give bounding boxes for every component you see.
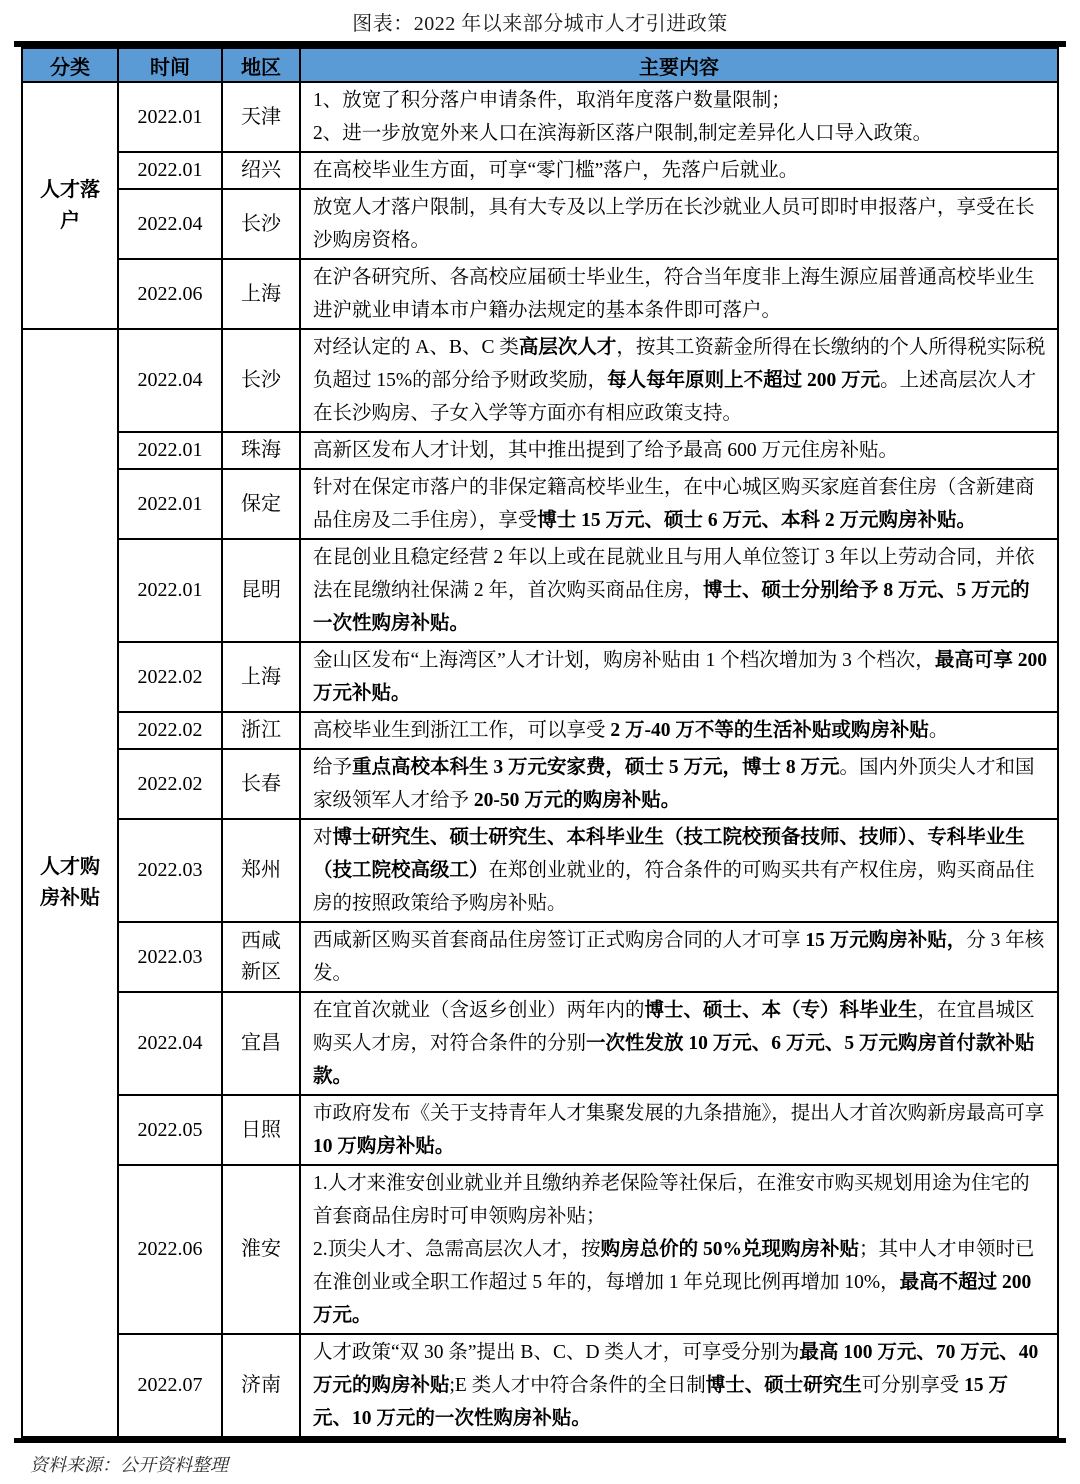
table-row — [22, 539, 1058, 642]
header-content: 主要内容 — [300, 48, 1058, 82]
time-cell: 2022.01 — [118, 432, 222, 469]
content-segment: 对 — [313, 827, 333, 848]
region-cell: 天津 — [222, 82, 300, 152]
content-cell — [300, 189, 1058, 259]
content-cell — [300, 922, 1058, 992]
table-row — [22, 1334, 1058, 1437]
content-paragraph — [313, 751, 1047, 817]
region-cell: 西咸新区 — [222, 922, 300, 992]
region-cell: 上海 — [222, 642, 300, 712]
content-cell — [300, 712, 1058, 749]
content-segment: 1、放宽了积分落户申请条件，取消年度落户数量限制； — [313, 90, 791, 111]
policy-table-body — [22, 82, 1058, 1437]
content-segment-bold: 10 万购房补贴。 — [313, 1136, 455, 1157]
table-row — [22, 1165, 1058, 1334]
time-cell: 2022.05 — [118, 1095, 222, 1165]
content-segment: 放宽人才落户限制，具有大专及以上学历在长沙就业人员可即时申报落户，享受在长沙购房资格。 — [313, 197, 1035, 251]
region-cell: 长沙 — [222, 329, 300, 432]
content-segment-bold: 最高不超过 200 万元。 — [313, 1272, 1032, 1326]
content-paragraph — [313, 1336, 1047, 1435]
content-segment: 给予 — [313, 757, 353, 778]
table-row — [22, 469, 1058, 539]
content-cell — [300, 642, 1058, 712]
time-cell: 2022.07 — [118, 1334, 222, 1437]
content-segment: 西咸新区购买首套商品住房签订正式购房合同的人才可享 — [313, 930, 806, 951]
content-segment: 在郑创业就业的，符合条件的可购买共有产权住房，购买商品住房的按照政策给予购房补贴。 — [313, 860, 1035, 914]
content-segment-bold: 博士、硕士分别给予 8 万元、5 万元的一次性购房补贴。 — [313, 580, 1030, 634]
category-cell: 人才落户 — [22, 82, 118, 329]
content-segment-bold: 高层次人才 — [518, 337, 617, 358]
content-segment: 人才政策“双 30 条”提出 B、C、D 类人才，可享受分别为 — [313, 1342, 800, 1363]
content-cell — [300, 749, 1058, 819]
region-cell: 浙江 — [222, 712, 300, 749]
time-cell: 2022.01 — [118, 152, 222, 189]
time-cell: 2022.04 — [118, 329, 222, 432]
content-cell — [300, 1095, 1058, 1165]
header-time: 时间 — [118, 48, 222, 82]
content-cell — [300, 819, 1058, 922]
time-cell: 2022.03 — [118, 819, 222, 922]
region-cell: 上海 — [222, 259, 300, 329]
content-segment: 针对在保定市落户的非保定籍高校毕业生，在中心城区购买家庭首套住房（含新建商品住房及二手住房），享受 — [313, 477, 1035, 531]
content-segment-bold: 重点高校本科生 3 万元安家费，硕士 5 万元，博士 8 万元 — [352, 757, 840, 778]
table-row — [22, 1095, 1058, 1165]
content-segment-bold: 每人每年原则上不超过 200 万元 — [607, 370, 881, 391]
content-segment-bold: 最高可享 200 万元补贴。 — [313, 650, 1047, 704]
header-region: 地区 — [222, 48, 300, 82]
time-cell: 2022.01 — [118, 82, 222, 152]
content-segment-bold: 一次性发放 10 万元、6 万元、5 万元购房首付款补贴款。 — [313, 1033, 1035, 1087]
source-note: 资料来源：公开资料整理 — [30, 1455, 228, 1475]
table-row — [22, 432, 1058, 469]
content-segment: 2.顶尖人才、急需高层次人才，按 — [313, 1239, 601, 1260]
time-cell: 2022.04 — [118, 189, 222, 259]
time-cell: 2022.06 — [118, 1165, 222, 1334]
content-cell — [300, 1165, 1058, 1334]
table-row — [22, 819, 1058, 922]
content-segment-bold: 20-50 万元的购房补贴。 — [473, 790, 681, 811]
content-paragraph — [313, 1097, 1047, 1163]
table-row — [22, 642, 1058, 712]
region-cell: 长沙 — [222, 189, 300, 259]
content-paragraph — [313, 644, 1047, 710]
content-segment-bold: 最高 100 万元、70 万元、40 万元的购房补贴 — [313, 1342, 1039, 1396]
time-cell: 2022.06 — [118, 259, 222, 329]
content-segment: 。 — [928, 720, 949, 741]
content-segment: 在宜首次就业（含返乡创业）两年内的 — [313, 1000, 645, 1021]
content-paragraph — [313, 117, 1047, 150]
content-paragraph — [313, 924, 1047, 990]
time-cell: 2022.01 — [118, 469, 222, 539]
table-row — [22, 152, 1058, 189]
content-paragraph — [313, 471, 1047, 537]
time-cell: 2022.03 — [118, 922, 222, 992]
policy-table — [21, 47, 1059, 1438]
content-segment-bold: 博士、硕士研究生 — [705, 1375, 862, 1396]
content-paragraph — [313, 154, 1047, 187]
table-row — [22, 82, 1058, 152]
content-segment: 对经认定的 A、B、C 类 — [313, 337, 519, 358]
content-cell — [300, 432, 1058, 469]
content-segment-bold: 博士、硕士、本（专）科毕业生 — [644, 1000, 918, 1021]
table-row — [22, 259, 1058, 329]
content-paragraph — [313, 541, 1047, 640]
content-segment: 金山区发布“上海湾区”人才计划，购房补贴由 1 个档次增加为 3 个档次， — [313, 650, 935, 671]
region-cell: 长春 — [222, 749, 300, 819]
content-segment: 1.人才来淮安创业就业并且缴纳养老保险等社保后，在淮安市购买规划用途为住宅的首套商品住房时可申领购房补贴； — [313, 1173, 1030, 1227]
content-segment: ，按其工资薪金所得在长缴纳的个人所得税实际税负超过 15%的部分给予财政奖励， — [313, 337, 1046, 391]
content-cell — [300, 329, 1058, 432]
content-segment-bold: 博士研究生、硕士研究生、本科毕业生（技工院校预备技师、技师）、专科毕业生（技工院校高级工） — [313, 827, 1025, 881]
category-cell: 人才购房补贴 — [22, 329, 118, 1437]
content-segment-bold: 15 万元购房补贴， — [805, 930, 967, 951]
content-segment: 高新区发布人才计划，其中推出提到了给予最高 600 万元住房补贴。 — [313, 440, 899, 461]
content-paragraph — [313, 714, 1047, 747]
policy-table-wrap — [14, 41, 1066, 1443]
content-cell — [300, 469, 1058, 539]
content-segment-bold: 购房总价的 50%兑现购房补贴 — [600, 1239, 860, 1260]
content-paragraph — [313, 434, 1047, 467]
table-row — [22, 749, 1058, 819]
time-cell: 2022.04 — [118, 992, 222, 1095]
time-cell: 2022.02 — [118, 749, 222, 819]
content-paragraph — [313, 1167, 1047, 1233]
content-segment: 市政府发布《关于支持青年人才集聚发展的九条措施》，提出人才首次购新房最高可享 — [313, 1103, 1045, 1124]
table-row — [22, 712, 1058, 749]
time-cell: 2022.01 — [118, 539, 222, 642]
content-paragraph — [313, 191, 1047, 257]
content-paragraph — [313, 261, 1047, 327]
content-segment: 。上述高层次人才在长沙购房、子女入学等方面亦有相应政策支持。 — [313, 370, 1037, 424]
content-segment: 可分别享受 — [861, 1375, 965, 1396]
table-row — [22, 329, 1058, 432]
time-cell: 2022.02 — [118, 712, 222, 749]
content-segment-bold: 15 万元、10 万元的一次性购房补贴。 — [313, 1375, 1009, 1429]
content-segment: ;E 类人才中符合条件的全日制 — [449, 1375, 706, 1396]
content-segment-bold: 2 万-40 万不等的生活补贴或购房补贴 — [610, 720, 929, 741]
region-cell: 绍兴 — [222, 152, 300, 189]
region-cell: 日照 — [222, 1095, 300, 1165]
region-cell: 郑州 — [222, 819, 300, 922]
content-cell — [300, 259, 1058, 329]
header-category: 分类 — [22, 48, 118, 82]
table-row — [22, 922, 1058, 992]
header-row — [22, 48, 1058, 82]
content-segment-bold: 博士 15 万元、硕士 6 万元、本科 2 万元购房补贴。 — [537, 510, 977, 531]
content-segment: 。国内外顶尖人才和国家级领军人才给予 — [313, 757, 1035, 811]
region-cell: 宜昌 — [222, 992, 300, 1095]
content-paragraph — [313, 84, 1047, 117]
content-cell — [300, 1334, 1058, 1437]
content-cell — [300, 539, 1058, 642]
content-segment: 在昆创业且稳定经营 2 年以上或在昆就业且与用人单位签订 3 年以上劳动合同，并依法在昆缴纳社保满 2 年，首次购买商品住房， — [313, 547, 1035, 601]
content-segment: 高校毕业生到浙江工作，可以享受 — [313, 720, 611, 741]
content-cell — [300, 992, 1058, 1095]
content-paragraph — [313, 994, 1047, 1093]
region-cell: 济南 — [222, 1334, 300, 1437]
content-paragraph — [313, 331, 1047, 430]
time-cell: 2022.02 — [118, 642, 222, 712]
region-cell: 昆明 — [222, 539, 300, 642]
figure-title: 图表：2022 年以来部分城市人才引进政策 — [352, 13, 728, 35]
content-cell — [300, 152, 1058, 189]
content-segment: ；其中人才申领时已在淮创业或全职工作超过 5 年的，每增加 1 年兑现比例再增加 10%， — [313, 1239, 1035, 1293]
content-segment: ，在宜昌城区购买人才房，对符合条件的分别 — [313, 1000, 1035, 1054]
content-segment: 2、进一步放宽外来人口在滨海新区落户限制,制定差异化人口导入政策。 — [313, 123, 933, 144]
region-cell: 保定 — [222, 469, 300, 539]
content-segment: 分 3 年核发。 — [313, 930, 1045, 984]
content-segment: 在沪各研究所、各高校应届硕士毕业生，符合当年度非上海生源应届普通高校毕业生进沪就业申请本市户籍办法规定的基本条件即可落户。 — [313, 267, 1035, 321]
table-row — [22, 992, 1058, 1095]
content-cell — [300, 82, 1058, 152]
table-row — [22, 189, 1058, 259]
region-cell: 淮安 — [222, 1165, 300, 1334]
content-segment: 在高校毕业生方面，可享“零门槛”落户，先落户后就业。 — [313, 160, 799, 181]
content-paragraph — [313, 1233, 1047, 1332]
region-cell: 珠海 — [222, 432, 300, 469]
content-paragraph — [313, 821, 1047, 920]
